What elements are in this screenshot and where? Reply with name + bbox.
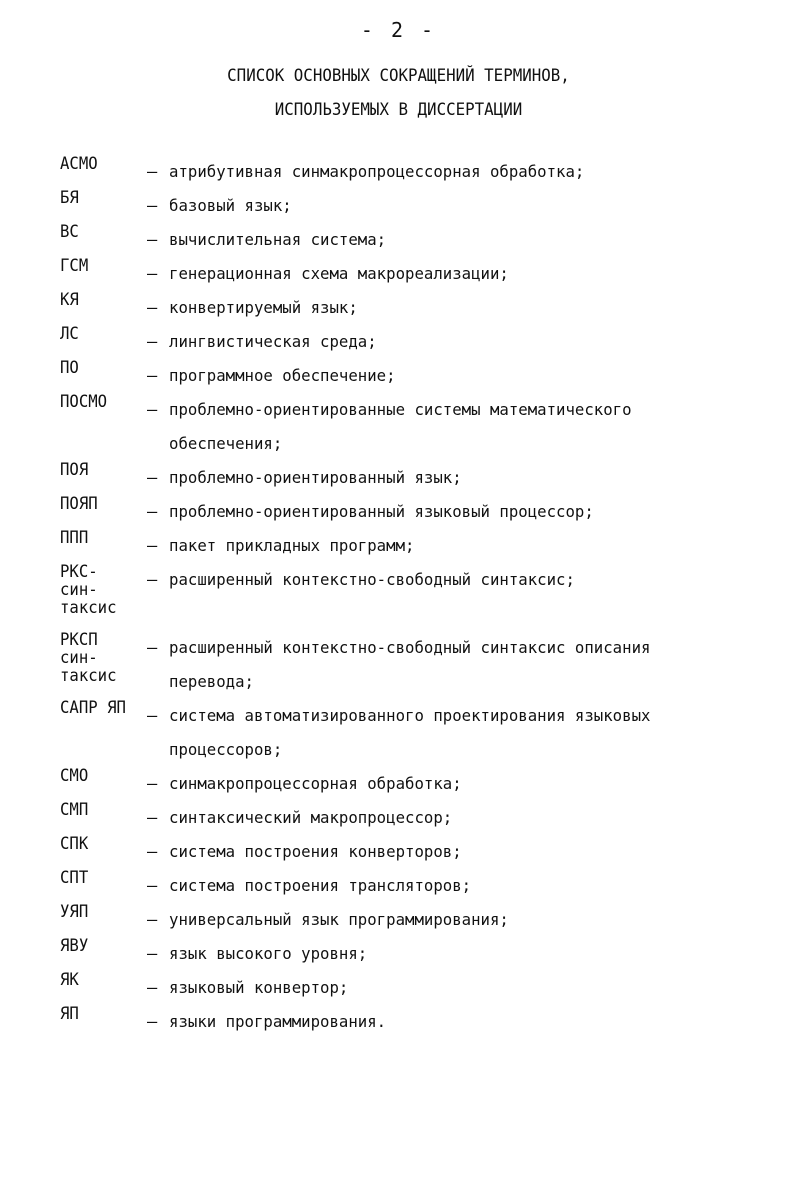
definition [169, 869, 748, 903]
abbreviation: РКС- син- таксис [60, 562, 117, 618]
dash: – [147, 808, 158, 828]
dash: – [147, 638, 158, 658]
page-number: - 2 - [360, 18, 437, 42]
definition [169, 291, 748, 325]
abbreviation-entry [60, 699, 760, 767]
definition [169, 767, 748, 801]
definition-line: программное обеспечение; [169, 366, 396, 385]
definition-line: расширенный контекстно-свободный синтаксис описания [169, 638, 651, 657]
dash: – [147, 570, 158, 590]
dash: – [147, 196, 158, 216]
definition [169, 903, 748, 937]
abbreviation: ГСМ [60, 256, 89, 276]
definition [169, 699, 748, 767]
abbreviation-entry [60, 257, 760, 291]
definition [169, 155, 748, 189]
dash: – [147, 876, 158, 896]
abbreviation-entry [60, 223, 760, 257]
abbreviation-entry [60, 937, 760, 971]
definition-line: пакет прикладных программ; [169, 536, 415, 555]
dash: – [147, 910, 158, 930]
abbreviation-entry [60, 1005, 760, 1039]
abbreviation-entry [60, 359, 760, 393]
abbreviation-entry [60, 631, 760, 699]
dash: – [147, 332, 158, 352]
abbreviation: ПОСМО [60, 392, 108, 412]
title-line-1: СПИСОК ОСНОВНЫХ СОКРАЩЕНИЙ ТЕРМИНОВ, [227, 66, 570, 86]
abbreviation-entry [60, 461, 760, 495]
abbreviation-entry [60, 869, 760, 903]
abbreviation-entry [60, 291, 760, 325]
abbreviation-entry [60, 835, 760, 869]
abbreviation: ПОЯ [60, 460, 89, 480]
abbreviation: САПР ЯП [60, 698, 126, 718]
abbreviation: ППП [60, 528, 89, 548]
abbreviation-entry [60, 325, 760, 359]
abbreviation: АСМО [60, 154, 98, 174]
abbreviation-entry [60, 529, 760, 563]
definition-line: языки программирования. [169, 1012, 387, 1031]
abbreviation: ЛС [60, 324, 79, 344]
abbreviation: ПОЯП [60, 494, 98, 514]
abbreviation: ЯК [60, 970, 79, 990]
abbreviation-entry [60, 767, 760, 801]
abbreviation-list [60, 155, 760, 1039]
abbreviation: ЯВУ [60, 936, 89, 956]
abbreviation: БЯ [60, 188, 79, 208]
abbreviation-entry [60, 563, 760, 631]
dash: – [147, 502, 158, 522]
abbreviation: ВС [60, 222, 79, 242]
title-line-2: ИСПОЛЬЗУЕМЫХ В ДИССЕРТАЦИИ [274, 100, 523, 120]
definition-line: генерационная схема макрореализации; [169, 264, 509, 283]
definition-line: язык высокого уровня; [169, 944, 368, 963]
abbreviation-entry [60, 903, 760, 937]
definition-line: вычислительная система; [169, 230, 387, 249]
definition-line: синмакропроцессорная обработка; [169, 774, 462, 793]
definition-line: проблемно-ориентированные системы математического [169, 400, 632, 419]
definition-line: обеспечения; [169, 434, 283, 453]
definition [169, 1005, 748, 1039]
abbreviation: РКСП син- таксис [60, 630, 117, 686]
definition [169, 563, 748, 597]
abbreviation: СМО [60, 766, 89, 786]
definition-line: языковый конвертор; [169, 978, 349, 997]
definition [169, 937, 748, 971]
abbreviation: КЯ [60, 290, 79, 310]
abbreviation-entry [60, 155, 760, 189]
definition [169, 529, 748, 563]
definition-line: проблемно-ориентированный язык; [169, 468, 462, 487]
definition-line: система построения конверторов; [169, 842, 462, 861]
definition-line: универсальный язык программирования; [169, 910, 509, 929]
definition [169, 325, 748, 359]
definition-line: синтаксический макропроцессор; [169, 808, 453, 827]
abbreviation: СМП [60, 800, 89, 820]
definition-line: система автоматизированного проектирования языковых [169, 706, 651, 725]
definition-line: перевода; [169, 672, 254, 691]
definition [169, 971, 748, 1005]
definition [169, 495, 748, 529]
abbreviation-entry [60, 971, 760, 1005]
dash: – [147, 706, 158, 726]
dash: – [147, 1012, 158, 1032]
definition-line: базовый язык; [169, 196, 292, 215]
definition [169, 461, 748, 495]
definition [169, 189, 748, 223]
abbreviation: УЯП [60, 902, 89, 922]
definition [169, 393, 748, 461]
definition-line: система построения трансляторов; [169, 876, 472, 895]
abbreviation: ПО [60, 358, 79, 378]
definition [169, 801, 748, 835]
abbreviation: ЯП [60, 1004, 79, 1024]
definition-line: проблемно-ориентированный языковый процессор; [169, 502, 594, 521]
definition-line: лингвистическая среда; [169, 332, 377, 351]
abbreviation-entry [60, 393, 760, 461]
dash: – [147, 774, 158, 794]
definition-line: расширенный контекстно-свободный синтаксис; [169, 570, 575, 589]
definition [169, 223, 748, 257]
dash: – [147, 944, 158, 964]
dash: – [147, 230, 158, 250]
dash: – [147, 400, 158, 420]
dash: – [147, 978, 158, 998]
dash: – [147, 468, 158, 488]
definition [169, 359, 748, 393]
abbreviation: СПК [60, 834, 89, 854]
dash: – [147, 536, 158, 556]
dash: – [147, 366, 158, 386]
abbreviation-entry [60, 189, 760, 223]
dash: – [147, 298, 158, 318]
dash: – [147, 162, 158, 182]
abbreviation-entry [60, 801, 760, 835]
abbreviation-entry [60, 495, 760, 529]
definition [169, 631, 748, 699]
definition-line: конвертируемый язык; [169, 298, 358, 317]
dash: – [147, 264, 158, 284]
dash: – [147, 842, 158, 862]
definition-line: процессоров; [169, 740, 283, 759]
abbreviation: СПТ [60, 868, 89, 888]
definition [169, 257, 748, 291]
definition [169, 835, 748, 869]
definition-line: атрибутивная синмакропроцессорная обработка; [169, 162, 585, 181]
